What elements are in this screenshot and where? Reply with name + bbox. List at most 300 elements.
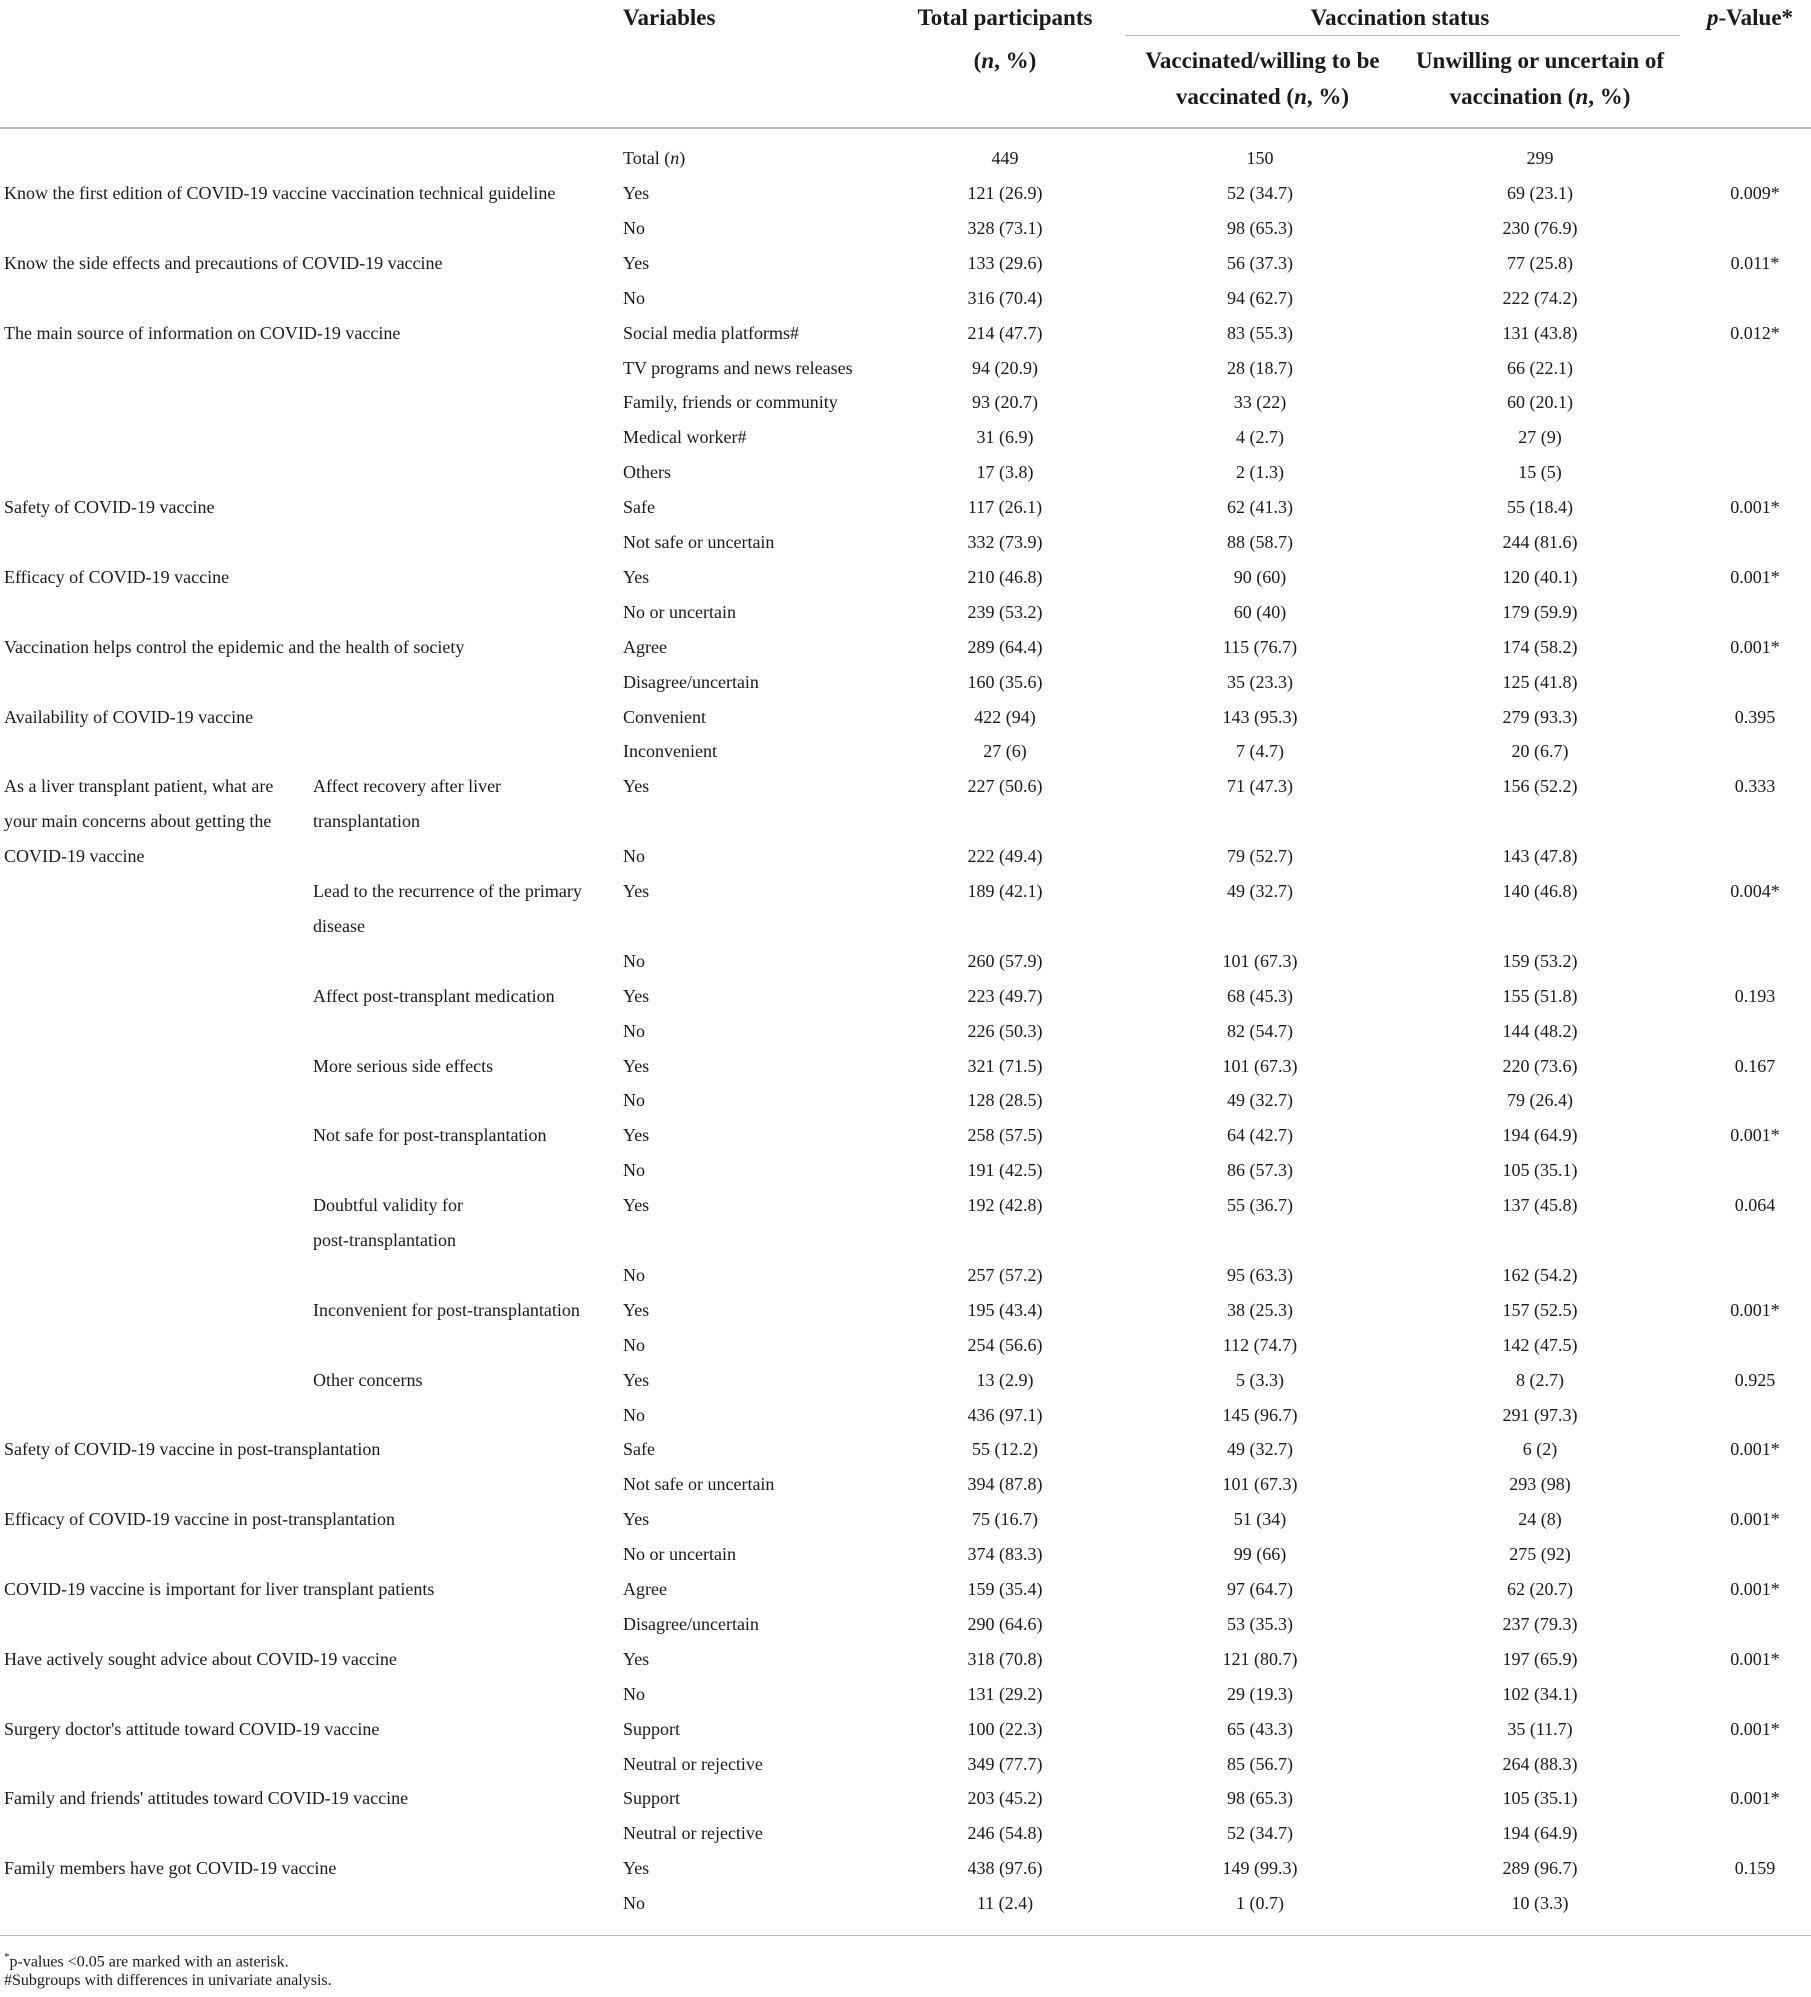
vaccinated-cell: 55 (36.7) [1227,1195,1293,1216]
unwilling-cell: 27 (9) [1518,427,1562,448]
unwilling-cell: 120 (40.1) [1502,566,1578,587]
p-value-cell: 0.001* [1730,1439,1780,1460]
table-row [0,1153,1811,1188]
unwilling-cell: 264 (88.3) [1502,1753,1578,1774]
table-row [0,979,1811,1014]
level-cell: No [623,950,645,971]
vaccinated-cell: 53 (35.3) [1227,1613,1293,1634]
total-cell: 438 (97.6) [967,1858,1043,1879]
total-cell: 31 (6.9) [976,427,1034,448]
unwilling-cell: 156 (52.2) [1502,776,1578,797]
table-row [0,734,1811,769]
level-cell: Disagree/uncertain [623,1613,759,1634]
header-vaccinated-line2: vaccinated (n, %) [1175,84,1350,109]
total-cell: 210 (46.8) [967,566,1043,587]
unwilling-cell: 79 (26.4) [1507,1090,1573,1111]
table-row [0,351,1811,386]
variable-cell: COVID-19 vaccine is important for liver transplant patients [4,1579,435,1599]
table-row [0,1712,1811,1747]
unwilling-cell: 194 (64.9) [1502,1125,1578,1146]
vaccinated-cell: 38 (25.3) [1227,1299,1293,1320]
vaccinated-cell: 86 (57.3) [1227,1160,1293,1181]
level-cell: Agree [623,1579,667,1599]
unwilling-cell: 155 (51.8) [1502,985,1578,1006]
total-cell: 290 (64.6) [967,1613,1043,1634]
vaccinated-cell: 79 (52.7) [1227,846,1293,867]
p-value-cell: 0.001* [1730,1509,1780,1530]
table-row [0,455,1811,490]
vaccinated-cell: 112 (74.7) [1222,1334,1298,1355]
unwilling-cell: 35 (11.7) [1507,1718,1573,1739]
vaccinated-cell: 101 (67.3) [1222,1055,1298,1076]
level-cell: Yes [623,1648,650,1669]
level-cell: Safe [623,497,655,518]
p-value-cell: 0.001* [1730,1648,1780,1669]
vaccinated-cell: 82 (54.7) [1227,1020,1293,1041]
total-row-label: Total (n) [623,148,686,168]
vaccinated-cell: 4 (2.7) [1236,427,1284,448]
level-cell: Yes [623,881,650,901]
total-cell: 17 (3.8) [976,462,1034,483]
total-row [0,141,1811,176]
vaccinated-cell: 62 (41.3) [1227,497,1293,518]
total-cell: 189 (42.1) [967,881,1043,901]
vaccinated-cell: 49 (32.7) [1227,1439,1293,1460]
vaccinated-cell: 98 (65.3) [1227,217,1293,238]
level-cell: No [623,1893,645,1914]
concern-cell: Lead to the recurrence of the primary [313,881,582,901]
level-cell: TV programs and news releases [623,357,853,378]
total-cell: 316 (70.4) [967,287,1043,308]
table-row [0,1293,1811,1328]
level-cell: Yes [623,1369,650,1390]
p-value-cell: 0.159 [1734,1858,1776,1879]
variable-cell: Safety of COVID-19 vaccine in post-transplantation [4,1439,381,1460]
vaccinated-cell: 101 (67.3) [1222,1474,1298,1495]
table-row [0,839,1811,874]
level-cell: Neutral or rejective [623,1823,763,1844]
header-total-line2: (n, %) [973,48,1037,73]
total-cell: 436 (97.1) [967,1404,1043,1425]
p-value-cell: 0.001* [1730,636,1780,657]
table-row [0,1502,1811,1537]
total-cell: 128 (28.5) [967,1090,1043,1111]
total-cell: 191 (42.5) [967,1160,1043,1181]
table-row [0,1049,1811,1084]
unwilling-cell: 244 (81.6) [1502,532,1578,552]
vaccinated-cell: 90 (60) [1233,566,1287,587]
vaccinated-cell: 56 (37.3) [1227,252,1293,273]
p-value-cell: 0.011* [1730,252,1780,273]
p-value-cell: 0.001* [1730,1718,1780,1739]
total-cell: 332 (73.9) [967,532,1043,552]
total-cell: 226 (50.3) [967,1020,1043,1041]
level-cell: No [623,1404,645,1425]
table-row [0,804,1811,839]
unwilling-cell: 20 (6.7) [1511,741,1569,762]
level-cell: No [623,1264,645,1285]
total-cell: 203 (45.2) [967,1788,1043,1809]
unwilling-cell: 275 (92) [1509,1544,1571,1565]
total-cell: 214 (47.7) [967,322,1043,343]
unwilling-cell: 125 (41.8) [1502,671,1578,692]
level-cell: Yes [623,776,650,797]
total-row-total: 449 [991,148,1019,168]
vaccinated-cell: 1 (0.7) [1236,1893,1284,1914]
level-cell: Safe [623,1439,655,1460]
table-row [0,700,1811,735]
table-row [0,1014,1811,1049]
level-cell: No [623,217,645,238]
unwilling-cell: 157 (52.5) [1502,1299,1578,1320]
level-cell: Agree [623,636,667,657]
total-cell: 422 (94) [974,706,1036,727]
vaccinated-cell: 97 (64.7) [1227,1579,1293,1599]
table-row [0,1363,1811,1398]
total-cell: 394 (87.8) [967,1474,1043,1495]
total-cell: 131 (29.2) [967,1683,1043,1704]
total-cell: 121 (26.9) [967,183,1043,203]
level-cell: Social media platforms# [623,322,799,343]
table-row [0,211,1811,246]
level-cell: Family, friends or community [623,392,838,413]
unwilling-cell: 6 (2) [1522,1439,1558,1460]
unwilling-cell: 60 (20.1) [1507,392,1573,413]
level-cell: Inconvenient [623,741,717,762]
header-vaccination-status: Vaccination status [1310,5,1490,30]
header-total-participants [880,0,1130,79]
table-row [0,420,1811,455]
unwilling-cell: 105 (35.1) [1502,1160,1578,1181]
level-cell: Medical worker# [623,427,747,448]
vaccinated-cell: 2 (1.3) [1236,462,1284,483]
vaccinated-cell: 83 (55.3) [1227,322,1293,343]
concern-cell: Affect post-transplant medication [313,985,555,1006]
level-cell: Yes [623,1125,650,1146]
footer-rule [0,1935,1811,1936]
vaccinated-cell: 68 (45.3) [1227,985,1293,1006]
table-row [0,1677,1811,1712]
level-cell: No [623,1160,645,1181]
table-row [0,1258,1811,1293]
unwilling-cell: 289 (96.7) [1502,1858,1578,1879]
total-cell: 289 (64.4) [967,636,1043,657]
total-cell: 223 (49.7) [967,985,1043,1006]
table-row [0,1432,1811,1467]
variable-cell: Safety of COVID-19 vaccine [4,497,215,518]
table-row [0,1223,1811,1258]
table-row [0,630,1811,665]
table-row [0,560,1811,595]
unwilling-cell: 230 (76.9) [1502,217,1578,238]
variable-cell: Have actively sought advice about COVID-19 vaccine [4,1648,397,1669]
table-row [0,246,1811,281]
unwilling-cell: 62 (20.7) [1507,1579,1573,1599]
header-variables: Variables [623,5,716,30]
level-cell: No [623,1334,645,1355]
concern-cell: Not safe for post-transplantation [313,1125,547,1146]
unwilling-cell: 194 (64.9) [1502,1823,1578,1844]
level-cell: No [623,287,645,308]
level-cell: Neutral or rejective [623,1753,763,1774]
level-cell: No or uncertain [623,601,736,622]
level-cell: Yes [623,252,650,273]
unwilling-cell: 179 (59.9) [1502,601,1578,622]
total-cell: 349 (77.7) [967,1753,1043,1774]
level-cell: Yes [623,566,650,587]
unwilling-cell: 77 (25.8) [1507,252,1573,273]
header-unwilling-line2: vaccination (n, %) [1449,84,1631,109]
table-row [0,525,1811,560]
variable-cell: your main concerns about getting the [4,811,272,832]
p-value-cell: 0.925 [1734,1369,1776,1390]
unwilling-cell: 293 (98) [1509,1474,1571,1495]
vaccinated-cell: 29 (19.3) [1227,1683,1293,1704]
vaccinated-cell: 149 (99.3) [1222,1858,1298,1879]
vaccinated-cell: 65 (43.3) [1227,1718,1293,1739]
unwilling-cell: 159 (53.2) [1502,950,1578,971]
table-row [0,1328,1811,1363]
concern-cell: post-transplantation [313,1230,456,1250]
unwilling-cell: 8 (2.7) [1516,1369,1564,1390]
variable-cell: Vaccination helps control the epidemic and the health of society [4,636,465,657]
vaccinated-cell: 52 (34.7) [1227,183,1293,203]
unwilling-cell: 220 (73.6) [1502,1055,1578,1076]
unwilling-cell: 162 (54.2) [1502,1264,1578,1285]
total-cell: 27 (6) [983,741,1027,762]
level-cell: Convenient [623,706,706,727]
level-cell: Not safe or uncertain [623,532,775,552]
table-row [0,385,1811,420]
table-row [0,944,1811,979]
table-row [0,595,1811,630]
total-cell: 133 (29.6) [967,252,1043,273]
total-cell: 13 (2.9) [976,1369,1034,1390]
total-cell: 117 (26.1) [967,497,1043,518]
table-row [0,1467,1811,1502]
variable-cell: Know the first edition of COVID-19 vaccine vaccination technical guideline [4,183,556,203]
unwilling-cell: 66 (22.1) [1507,357,1573,378]
vaccination-status-rule [1125,35,1680,36]
vaccinated-cell: 49 (32.7) [1227,1090,1293,1111]
total-cell: 160 (35.6) [967,671,1043,692]
variable-cell: COVID-19 vaccine [4,846,145,867]
unwilling-cell: 279 (93.3) [1502,706,1578,727]
p-value-cell: 0.193 [1734,985,1776,1006]
header-total-line1: Total participants [917,5,1093,30]
level-cell: No [623,1020,645,1041]
footnote-asterisk: *p-values <0.05 are marked with an asterisk. [4,1951,289,1971]
header-vaccinated [1120,43,1405,115]
total-cell: 100 (22.3) [967,1718,1043,1739]
total-cell: 260 (57.9) [967,950,1043,971]
total-cell: 227 (50.6) [967,776,1043,797]
unwilling-cell: 69 (23.1) [1507,183,1573,203]
unwilling-cell: 140 (46.8) [1502,881,1578,901]
table-row [0,909,1811,944]
p-value-cell: 0.001* [1730,1788,1780,1809]
table-row [0,1781,1811,1816]
p-value-cell: 0.064 [1734,1195,1776,1216]
footnote-hash: #Subgroups with differences in univariate analysis. [4,1972,332,1989]
unwilling-cell: 24 (8) [1518,1509,1562,1530]
level-cell: Support [623,1718,681,1739]
level-cell: Yes [623,183,650,203]
level-cell: Others [623,462,671,483]
variable-cell: Surgery doctor's attitude toward COVID-19 vaccine [4,1718,380,1739]
table-row [0,281,1811,316]
total-cell: 257 (57.2) [967,1264,1043,1285]
level-cell: No [623,1090,645,1111]
vaccinated-cell: 99 (66) [1233,1544,1287,1565]
table-row [0,1747,1811,1782]
p-value-cell: 0.009* [1730,183,1780,203]
total-cell: 192 (42.8) [967,1195,1043,1216]
unwilling-cell: 142 (47.5) [1502,1334,1578,1355]
total-cell: 94 (20.9) [972,357,1038,378]
p-value-cell: 0.012* [1730,322,1780,343]
table-row [0,1118,1811,1153]
variable-cell: Family and friends' attitudes toward COVID-19 vaccine [4,1788,409,1809]
variable-cell: Efficacy of COVID-19 vaccine in post-transplantation [4,1509,396,1530]
table-row [0,665,1811,700]
concern-cell: Other concerns [313,1369,423,1390]
unwilling-cell: 131 (43.8) [1502,322,1578,343]
table-row [0,176,1811,211]
total-cell: 328 (73.1) [967,217,1043,238]
variable-cell: Efficacy of COVID-19 vaccine [4,566,230,587]
vaccinated-cell: 49 (32.7) [1227,881,1293,901]
vaccinated-cell: 51 (34) [1233,1509,1287,1530]
header-rule [0,127,1811,129]
vaccinated-cell: 101 (67.3) [1222,950,1298,971]
unwilling-cell: 174 (58.2) [1502,636,1578,657]
level-cell: Support [623,1788,681,1809]
table-row [0,1083,1811,1118]
vaccinated-cell: 115 (76.7) [1222,636,1298,657]
table-row [0,490,1811,525]
unwilling-cell: 105 (35.1) [1502,1788,1578,1809]
level-cell: No [623,1683,645,1704]
table-row [0,1816,1811,1851]
level-cell: No [623,846,645,867]
total-cell: 75 (16.7) [972,1509,1038,1530]
level-cell: Yes [623,1509,650,1530]
unwilling-cell: 55 (18.4) [1507,497,1573,518]
p-value-cell: 0.167 [1734,1055,1776,1076]
total-row-unwilling: 299 [1526,148,1554,168]
concern-cell: Doubtful validity for [313,1195,463,1216]
vaccinated-cell: 64 (42.7) [1227,1125,1293,1146]
concern-cell: Inconvenient for post-transplantation [313,1299,580,1320]
vaccinated-cell: 60 (40) [1233,601,1287,622]
vaccinated-cell: 145 (96.7) [1222,1404,1298,1425]
vaccinated-cell: 121 (80.7) [1222,1648,1298,1669]
table-row [0,1572,1811,1607]
vaccinated-cell: 71 (47.3) [1227,776,1293,797]
table-row [0,1188,1811,1223]
total-cell: 321 (71.5) [967,1055,1043,1076]
vaccinated-cell: 33 (22) [1233,392,1287,413]
total-cell: 222 (49.4) [967,846,1043,867]
total-cell: 195 (43.4) [967,1299,1043,1320]
variable-cell: As a liver transplant patient, what are [4,776,274,797]
p-value-cell: 0.004* [1730,881,1780,901]
level-cell: Yes [623,985,650,1006]
table-row [0,1886,1811,1921]
vaccinated-cell: 143 (95.3) [1222,706,1298,727]
level-cell: No or uncertain [623,1544,736,1565]
concern-cell: transplantation [313,811,420,832]
total-cell: 254 (56.6) [967,1334,1043,1355]
table-row [0,874,1811,909]
vaccinated-cell: 52 (34.7) [1227,1823,1293,1844]
concern-cell: More serious side effects [313,1055,494,1076]
total-cell: 11 (2.4) [976,1893,1034,1914]
total-cell: 246 (54.8) [967,1823,1043,1844]
header-unwilling [1400,43,1680,115]
total-cell: 93 (20.7) [972,392,1038,413]
unwilling-cell: 137 (45.8) [1502,1195,1578,1216]
vaccinated-cell: 7 (4.7) [1236,741,1284,762]
p-value-cell: 0.001* [1730,566,1780,587]
total-cell: 55 (12.2) [972,1439,1038,1460]
table-row [0,316,1811,351]
vaccinated-cell: 5 (3.3) [1236,1369,1284,1390]
vaccinated-cell: 28 (18.7) [1227,357,1293,378]
header-unwilling-line1: Unwilling or uncertain of [1415,48,1665,73]
variable-cell: Availability of COVID-19 vaccine [4,706,254,727]
unwilling-cell: 222 (74.2) [1502,287,1578,308]
level-cell: Disagree/uncertain [623,671,759,692]
p-value-cell: 0.001* [1730,1125,1780,1146]
table-row [0,1642,1811,1677]
concern-cell: disease [313,915,365,936]
total-cell: 318 (70.8) [967,1648,1043,1669]
unwilling-cell: 102 (34.1) [1502,1683,1578,1704]
table-row [0,1537,1811,1572]
p-value-cell: 0.001* [1730,1299,1780,1320]
level-cell: Yes [623,1299,650,1320]
unwilling-cell: 144 (48.2) [1502,1020,1578,1041]
level-cell: Yes [623,1195,650,1216]
vaccinated-cell: 35 (23.3) [1227,671,1293,692]
p-value-cell: 0.001* [1730,497,1780,518]
table-row [0,1607,1811,1642]
vaccinated-cell: 85 (56.7) [1227,1753,1293,1774]
vaccinated-cell: 98 (65.3) [1227,1788,1293,1809]
total-cell: 239 (53.2) [967,601,1043,622]
level-cell: Yes [623,1858,650,1879]
p-value-cell: 0.395 [1734,706,1776,727]
variable-cell: Know the side effects and precautions of COVID-19 vaccine [4,252,443,273]
unwilling-cell: 291 (97.3) [1502,1404,1578,1425]
p-value-cell: 0.001* [1730,1579,1780,1599]
table-row [0,1398,1811,1433]
concern-cell: Affect recovery after liver [313,776,502,797]
unwilling-cell: 15 (5) [1518,462,1562,483]
unwilling-cell: 197 (65.9) [1502,1648,1578,1669]
vaccinated-cell: 95 (63.3) [1227,1264,1293,1285]
level-cell: Not safe or uncertain [623,1474,775,1495]
total-cell: 258 (57.5) [967,1125,1043,1146]
vaccinated-cell: 94 (62.7) [1227,287,1293,308]
header-p-value: p-Value* [1707,5,1794,30]
header-vaccinated-line1: Vaccinated/willing to be [1145,48,1380,73]
level-cell: Yes [623,1055,650,1076]
table-row [0,1851,1811,1886]
p-value-cell: 0.333 [1734,776,1776,797]
